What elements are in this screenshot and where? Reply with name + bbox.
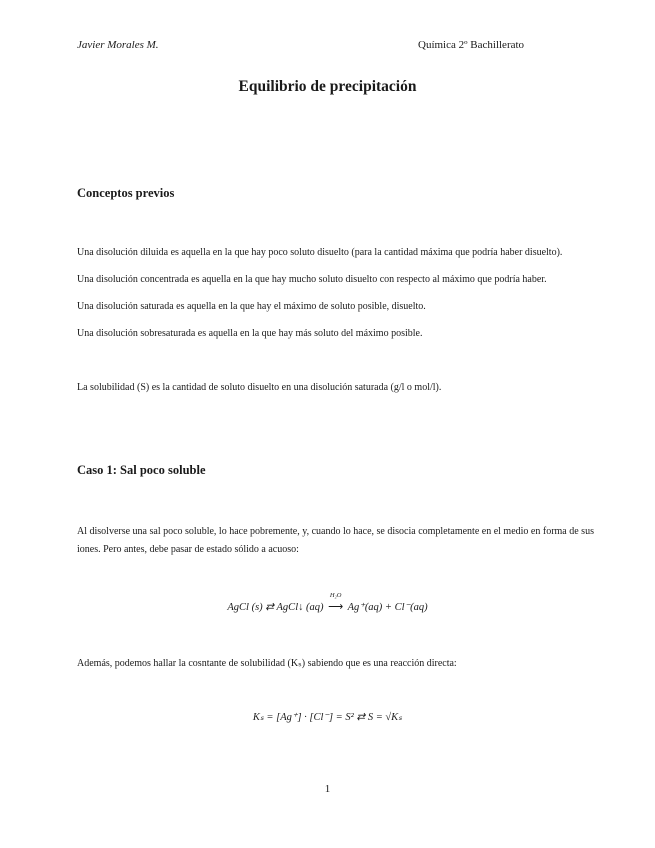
header-course: Química 2º Bachillerato [418, 39, 525, 51]
page-number: 1 [324, 783, 331, 795]
equation-ks: Kₛ = [Ag⁺] · [Cl⁻] = S² ⇄ S = √Kₛ [252, 712, 403, 723]
header-author: Javier Morales M. [77, 39, 159, 51]
paragraph-concentrada: Una disolución concentrada es aquella en la que hay mucho soluto disuelto con respecto al máximo que podría haber. [77, 274, 547, 285]
arrow-glyph: ⟶ [328, 602, 344, 613]
equation-dissociation [0, 592, 655, 613]
paragraph-caso1-intro: Al disolverse una sal poco soluble, lo hace pobremente, y, cuando lo hace, se disocia completamente en el medio en forma de sus iones. Pero antes, debe pasar de estado sólido a acuoso: [77, 526, 594, 555]
section-heading-caso1: Caso 1: Sal poco soluble [77, 463, 206, 477]
section-heading-conceptos: Conceptos previos [77, 186, 175, 200]
reaction-arrow [326, 592, 345, 613]
equation-left: AgCl (s) ⇄ AgCl↓ (aq) [227, 602, 324, 613]
paragraph-ks: Además, podemos hallar la cosntante de solubilidad (Kₛ) sabiendo que es una reacción directa: [77, 658, 457, 669]
paragraph-diluida: Una disolución diluida es aquella en la que hay poco soluto disuelto (para la cantidad máxima que podría haber disuelto). [77, 247, 563, 258]
page-title: Equilibrio de precipitación [238, 78, 417, 95]
paragraph-sobresaturada: Una disolución sobresaturada es aquella en la que hay más soluto del máximo posible. [77, 328, 423, 339]
arrow-label: H₂O [329, 592, 342, 599]
equation-right: Ag⁺(aq) + Cl⁻(aq) [347, 602, 428, 613]
paragraph-saturada: Una disolución saturada es aquella en la que hay el máximo de soluto posible, disuelto. [77, 301, 426, 312]
paragraph-solubilidad: La solubilidad (S) es la cantidad de soluto disuelto en una disolución saturada (g/l o mol/l). [77, 382, 442, 393]
